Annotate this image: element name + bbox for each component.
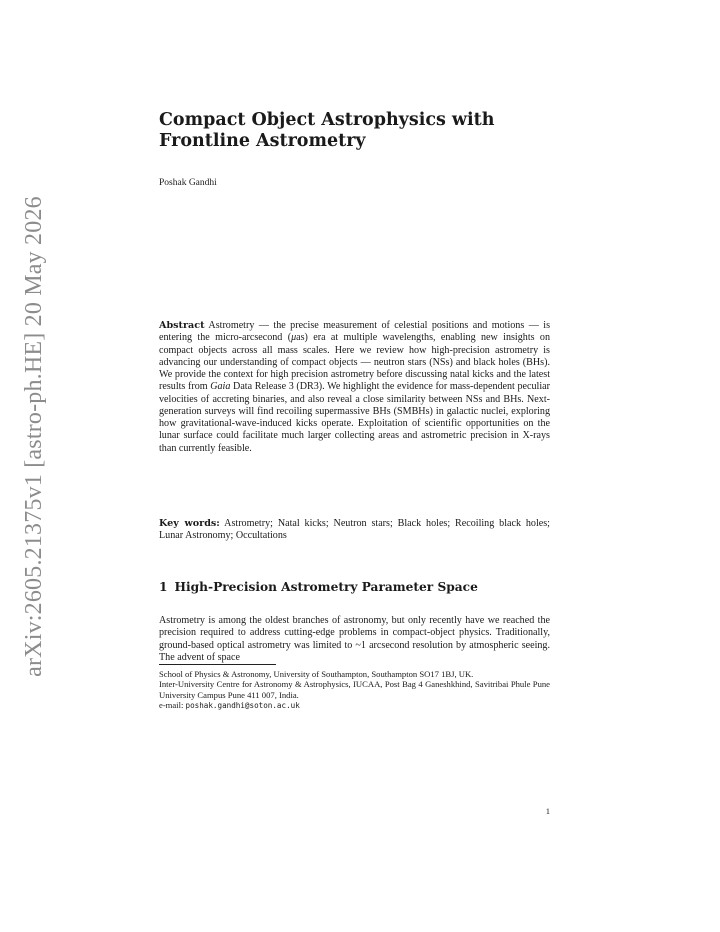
paper-title — [159, 110, 550, 152]
affiliation-1: School of Physics & Astronomy, University of Southampton, Southampton SO17 1BJ, UK. — [159, 669, 474, 679]
paper-title-line-2: Frontline Astrometry — [159, 131, 366, 151]
footnote-divider — [159, 664, 276, 665]
abstract-text-part-2: as) era at multiple wavelengths, enabling new insights on compact objects across all mass scales. Here we review how high-precision astrometry is advancing our understanding of compact objects — neutron stars (NSs) and black holes (BHs). We provide the context for high precision astrometry before discussing natal kicks and the latest results from — [159, 332, 550, 393]
section-number: 1 — [159, 580, 168, 594]
arxiv-identifier-stamp — [14, 195, 54, 677]
arxiv-identifier-text: arXiv:2605.21375v1 [astro-ph.HE] 20 May 2026 — [20, 195, 47, 677]
keywords-label: Key words: — [159, 518, 220, 529]
email-address: poshak.gandhi@soton.ac.uk — [185, 701, 300, 711]
abstract-mu-symbol: μ — [291, 332, 297, 344]
affiliation-2: Inter-University Centre for Astronomy & Astrophysics, IUCAA, Post Bag 4 Ganeshkhind, Savitribai Phule Pune University Campus Pune 411 007, India. — [159, 679, 550, 700]
footnotes — [159, 669, 550, 712]
email-label: e-mail: — [159, 700, 186, 711]
section-heading — [159, 580, 478, 594]
page-number: 1 — [545, 806, 550, 816]
abstract — [159, 320, 550, 455]
keywords-text: Astrometry; Natal kicks; Neutron stars; Black holes; Recoiling black holes; Lunar Astronomy; Occultations — [159, 518, 550, 542]
paper-title-line-1: Compact Object Astrophysics with — [159, 110, 495, 130]
keywords — [159, 518, 550, 543]
abstract-label: Abstract — [159, 320, 205, 331]
section-title: High-Precision Astrometry Parameter Space — [174, 580, 478, 594]
abstract-text-part-1: Astrometry — the precise measurement of celestial positions and motions — is entering the micro-arcsecond ( — [159, 320, 550, 344]
abstract-gaia: Gaia — [210, 381, 231, 393]
section-body-text: Astrometry is among the oldest branches of astronomy, but only recently have we reached the precision required to address cutting-edge problems in compact-object physics. Traditionally, ground-based optical astrometry was limited to ~1 arcsecond resolution by atmospheric seeing. The advent of space — [159, 615, 550, 663]
author-name: Poshak Gandhi — [159, 178, 217, 188]
email-line — [159, 700, 550, 711]
abstract-text-part-3: Data Release 3 (DR3). We highlight the evidence for mass-dependent peculiar velocities of accreting binaries, and also reveal a close similarity between NSs and BHs. Next-generation surveys will find recoiling supermassive BHs (SMBHs) in galactic nuclei, exploring how gravitational-wave-induced kicks operate. Exploitation of scientific opportunities on the lunar surface could facilitate much larger collecting areas and astrometric precision in X-rays than currently feasible. — [159, 381, 550, 454]
